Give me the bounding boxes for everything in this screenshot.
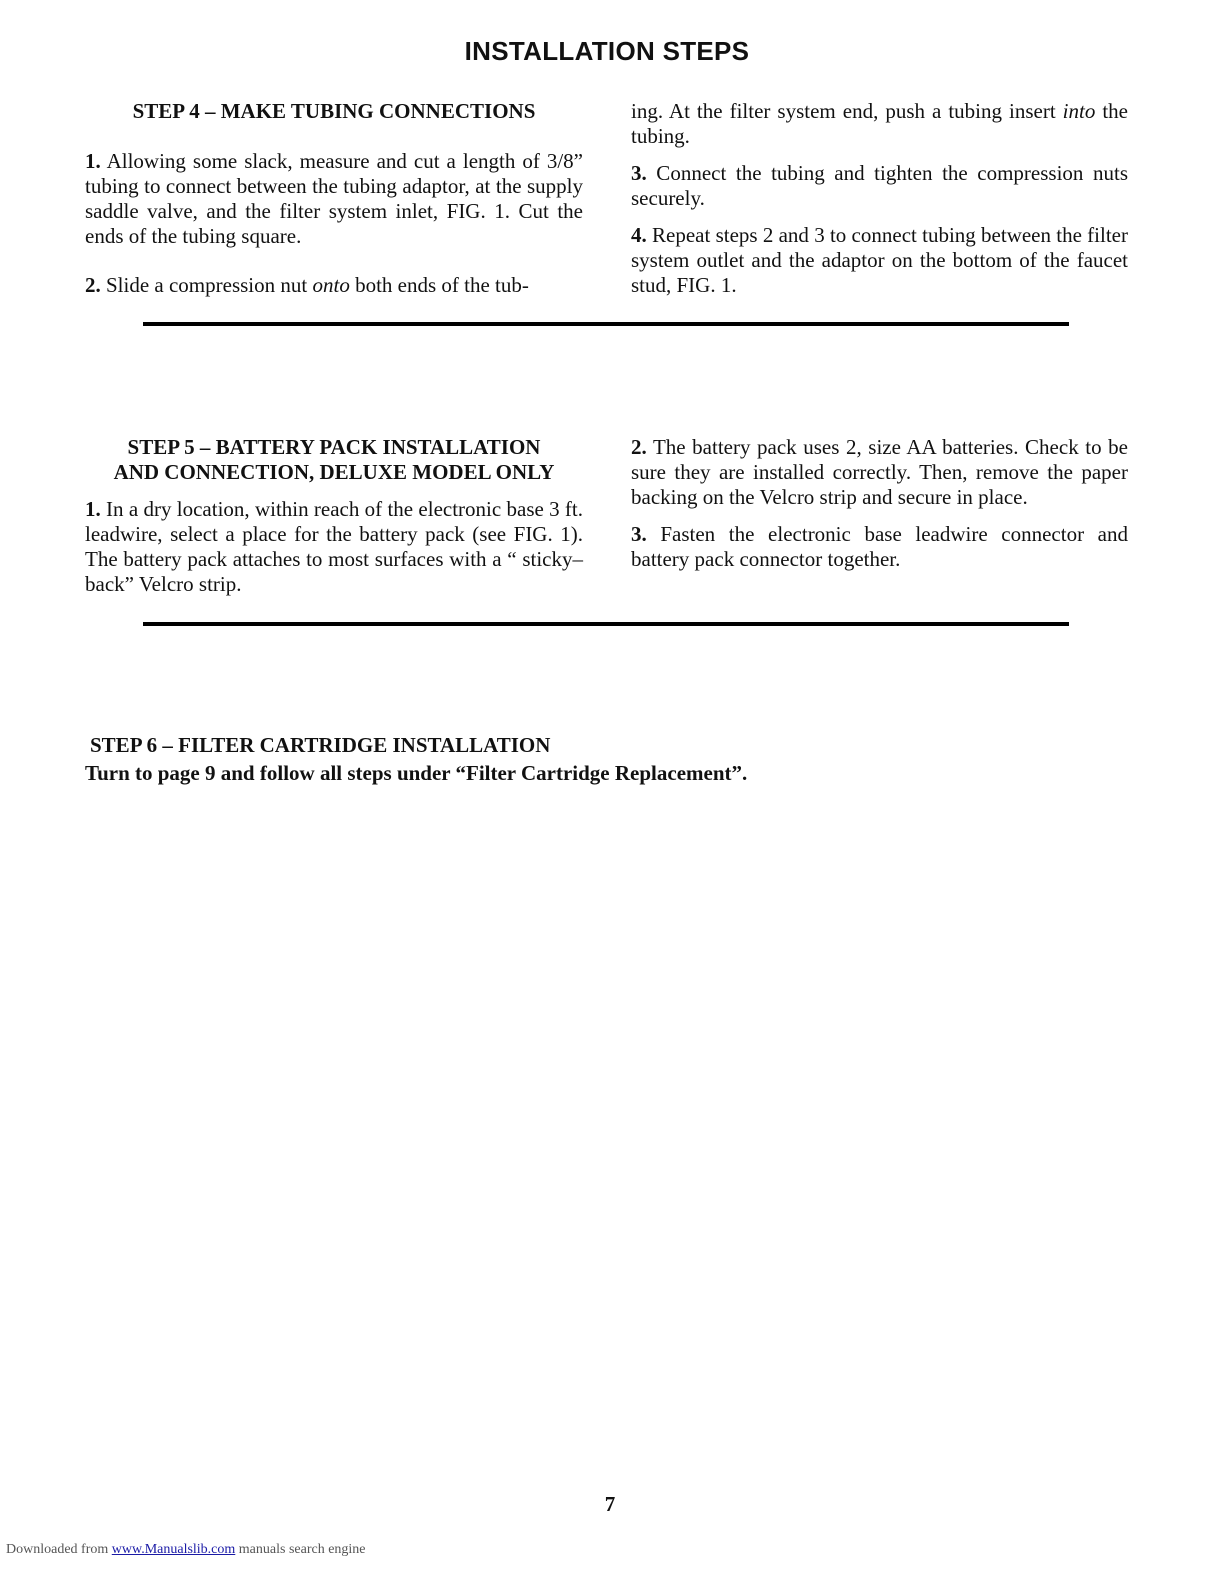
step5-item-3-number: 3. xyxy=(631,522,647,546)
step4-heading: STEP 4 – MAKE TUBING CONNECTIONS xyxy=(132,99,536,123)
step4-item-3-text: Connect the tubing and tighten the compression nuts securely. xyxy=(631,161,1128,210)
step5-item-1 xyxy=(85,497,583,597)
page-number: 7 xyxy=(604,1492,616,1516)
step5-heading-line1: STEP 5 – BATTERY PACK INSTALLATION xyxy=(127,435,541,459)
step4-item-3 xyxy=(631,161,1128,211)
step4-item-1-number: 1. xyxy=(85,149,101,173)
step4-item-4 xyxy=(631,223,1128,298)
page-title: INSTALLATION STEPS xyxy=(464,36,750,66)
step4-item-4-text: Repeat steps 2 and 3 to connect tubing between the filter system outlet and the adaptor on the bottom of the faucet stud, FIG. 1. xyxy=(631,223,1128,297)
step5-left-column xyxy=(85,435,583,597)
step5-item-2-number: 2. xyxy=(631,435,647,459)
step4-item-2-emphasis: onto xyxy=(312,273,350,297)
step4-item-2-number: 2. xyxy=(85,273,101,297)
step6-instruction: Turn to page 9 and follow all steps under “Filter Cartridge Replacement”. xyxy=(85,761,748,785)
step4-right-column xyxy=(631,99,1128,298)
step4-item-2-cont-a: ing. At the filter system end, push a tubing insert xyxy=(631,99,1063,123)
step4-left-column xyxy=(85,99,583,298)
step5-item-3 xyxy=(631,522,1128,572)
step4-item-3-number: 3. xyxy=(631,161,647,185)
section-divider xyxy=(143,322,1069,326)
section-divider xyxy=(143,622,1069,626)
step4-item-2 xyxy=(85,273,583,298)
step5-item-1-number: 1. xyxy=(85,497,101,521)
step5-item-1-text: In a dry location, within reach of the electronic base 3 ft. leadwire, select a place for the battery pack (see FIG. 1). The battery pack attaches to most surfaces with a “ sticky–back” Velcro strip. xyxy=(85,497,583,596)
step6-heading: STEP 6 – FILTER CARTRIDGE INSTALLATION xyxy=(90,733,551,757)
step4-item-2-text-a: Slide a compression nut xyxy=(100,273,313,297)
step4-item-4-number: 4. xyxy=(631,223,647,247)
footer-suffix: manuals search engine xyxy=(235,1542,366,1557)
footer-link[interactable]: www.Manualslib.com xyxy=(111,1542,236,1557)
step4-item-2-cont-emphasis: into xyxy=(1062,99,1096,123)
step4-item-2-cont-b: the tubing. xyxy=(631,99,1129,148)
footer-prefix: Downloaded from xyxy=(6,1542,112,1557)
step5-right-column xyxy=(631,435,1128,572)
step4-item-1 xyxy=(85,149,583,249)
step5-item-2 xyxy=(631,435,1128,510)
step5-item-2-text: The battery pack uses 2, size AA batteries. Check to be sure they are installed correctly. Then, remove the paper backing on the Velcro strip and secure in place. xyxy=(631,435,1128,509)
step5-item-3-text: Fasten the electronic base leadwire connector and battery pack connector together. xyxy=(631,522,1128,571)
step4-item-2-text-b: both ends of the tub- xyxy=(349,273,529,297)
step4-item-2-continued xyxy=(631,99,1128,149)
step4-item-1-text: Allowing some slack, measure and cut a length of 3/8” tubing to connect between the tubing adaptor, at the supply saddle valve, and the filter system inlet, FIG. 1. Cut the ends of the tubing square. xyxy=(85,149,583,248)
step5-heading-line2: AND CONNECTION, DELUXE MODEL ONLY xyxy=(113,460,555,484)
download-footer xyxy=(6,1542,366,1558)
